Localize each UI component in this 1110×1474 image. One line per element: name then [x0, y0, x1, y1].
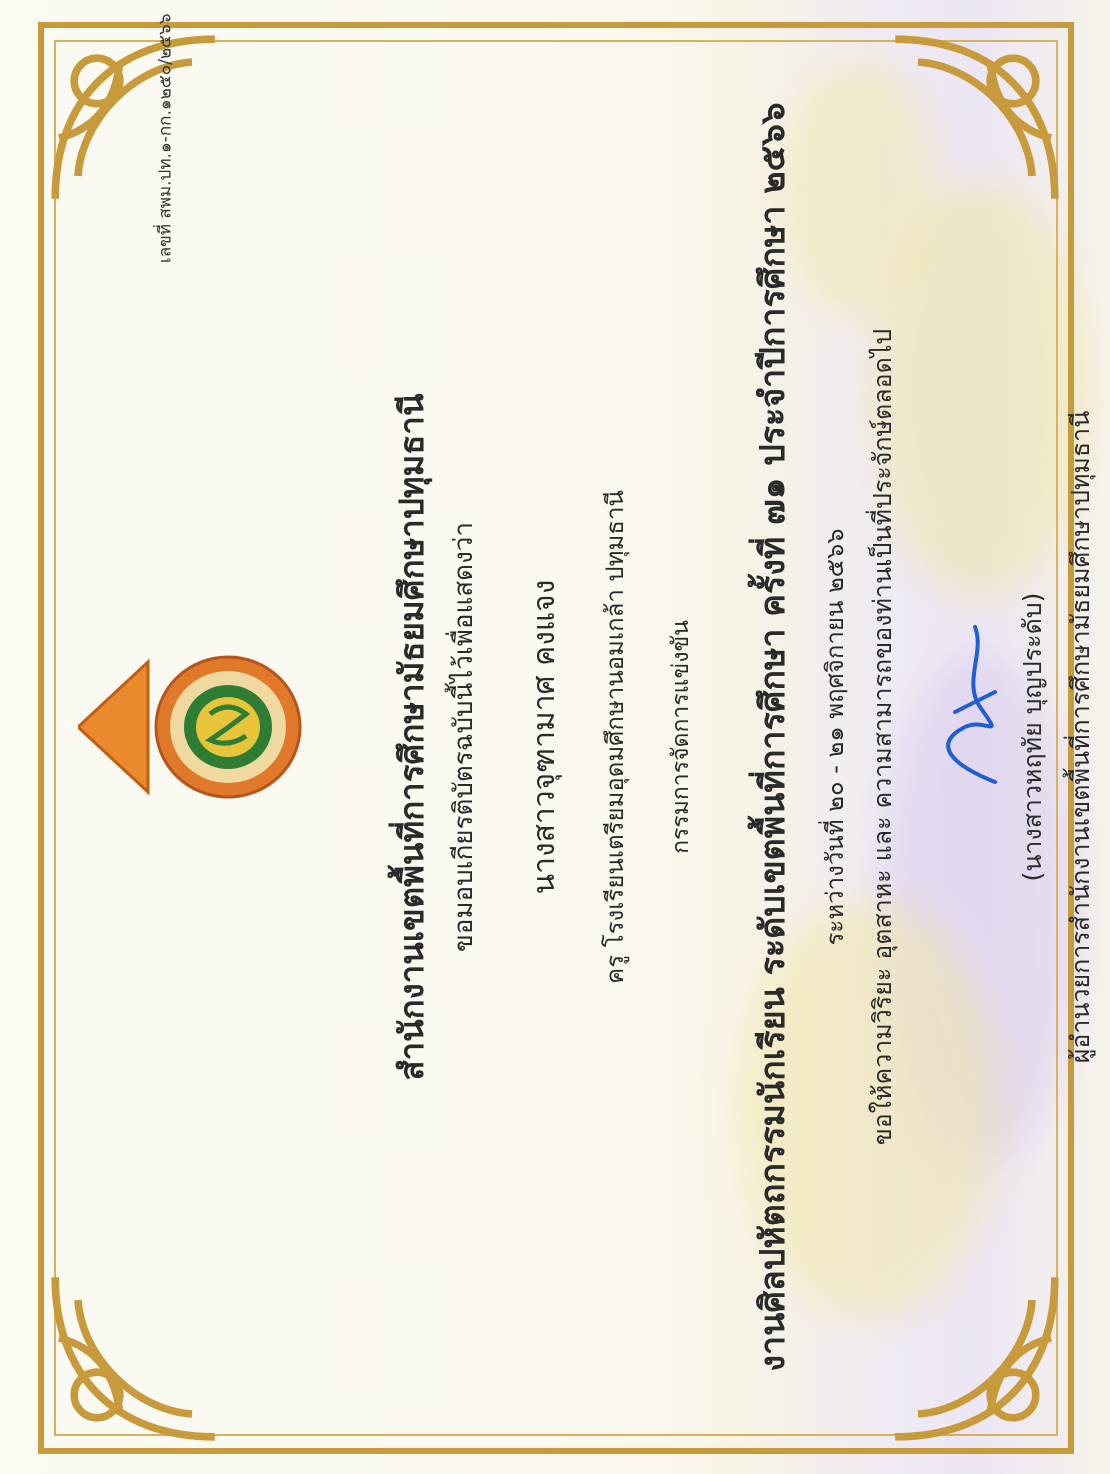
wish-text: ขอให้ความวิริยะ อุตสาหะ และ ความสามารถของท่านเป็นที่ประจักษ์ตลอดไป — [868, 328, 897, 1146]
corner-ornament-icon — [40, 24, 230, 214]
recipient-name: นางสาวจุฑามาศ คงแจง — [527, 579, 562, 895]
certificate-content — [385, 72, 1110, 1402]
recipient-position: ครู โรงเรียนเตรียมอุดมศึกษานอมเกล้า ปทุมธานี — [601, 490, 629, 984]
issuer-title: สำนักงานเขตพื้นที่การศึกษามัธยมศึกษาปทุมธานี — [392, 393, 431, 1081]
event-title: งานศิลปหัตถกรรมนักเรียน ระดับเขตพื้นที่การศึกษา ครั้งที่ ๗๑ ประจำปีการศึกษา ๒๕๖๖ — [753, 102, 793, 1372]
agency-emblem-icon — [78, 652, 306, 802]
grant-text: ขอมอบเกียรติบัตรฉบับนี้ไว้เพื่อแสดงว่า — [449, 522, 479, 952]
corner-ornament-icon — [40, 1262, 230, 1452]
recipient-role: กรรมการจัดการแข่งขัน — [668, 620, 694, 854]
event-date: ระหว่างวันที่ ๒๐ - ๒๑ พฤศจิกายน ๒๕๖๖ — [821, 528, 849, 946]
signature-icon — [925, 612, 1015, 802]
signer-name: (นางสาวหฤทัย บุญประดับ) — [1018, 592, 1047, 882]
document-number: เลขที่ สพม.ปท.๑-กก.๑๒๕๐/๒๕๖๖ — [155, 13, 176, 264]
signer-title: ผู้อำนวยการสำนักงานเขตพื้นที่การศึกษามัธยมศึกษาปทุมธานี — [1066, 410, 1095, 1064]
